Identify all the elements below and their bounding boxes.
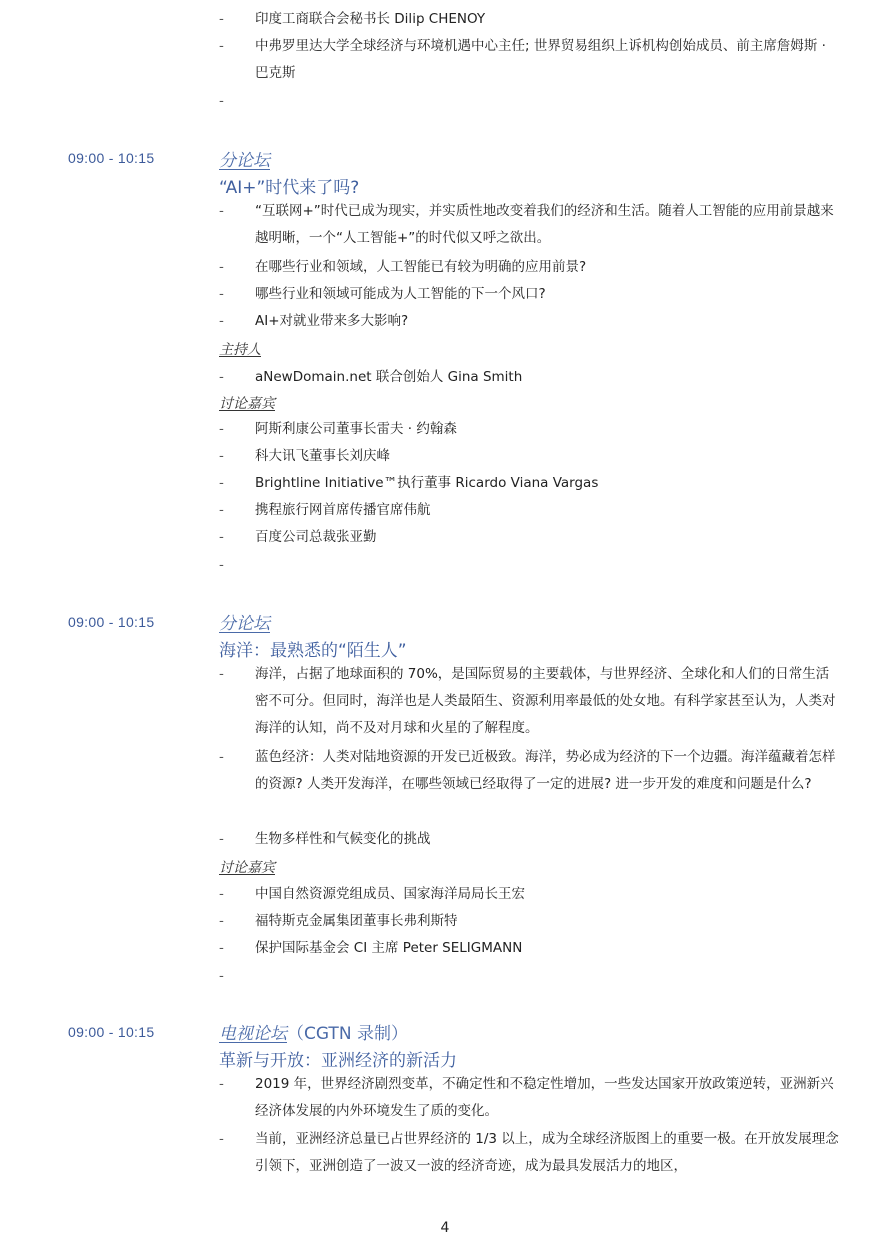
session-kind-suffix: （CGTN 录制） [287,1024,408,1044]
topic-item: - 2019 年，世界经济剧烈变革，不确定性和不稳定性增加，一些发达国家开放政策逆转，亚洲新兴经济体发展的内外环境发生了质的变化。 [219,1071,839,1125]
session-kind-name: 电视论坛 [219,1024,287,1044]
bullet-dash: - [219,203,224,219]
bullet-dash: - [219,1076,224,1092]
topic-item: - 当前，亚洲经济总量已占世界经济的 1/3 以上，成为全球经济版图上的重要一极。在开放发展理念引领下，亚洲创造了一波又一波的经济奇迹，成为最具发展活力的地区， [219,1126,839,1180]
session-kind: 分论坛 [219,151,270,171]
bullet-dash: - [219,940,224,956]
bullet-dash: - [219,1131,224,1147]
topic-item: - “互联网+”时代已成为现实，并实质性地改变着我们的经济和生活。随着人工智能的应用前景越来越明晰，一个“人工智能+”的时代似又呼之欲出。 [219,198,839,252]
topic-item: - 在哪些行业和领域，人工智能已有较为明确的应用前景? [219,254,839,281]
session-kind [219,1019,408,1044]
topic-item: - 生物多样性和气候变化的挑战 [219,826,839,853]
panelist-item: - 百度公司总裁张亚勤 [219,524,839,551]
topic-item: - 哪些行业和领域可能成为人工智能的下一个风口? [219,281,839,308]
bullet-dash: - [219,38,224,54]
bullet-dash: - [219,666,224,682]
bullet-dash: - [219,313,224,329]
panelist-item: - 保护国际基金会 CI 主席 Peter SELIGMANN [219,935,839,962]
panel-label: 讨论嘉宾 [219,396,275,412]
list-item: - 印度工商联合会秘书长 Dilip CHENOY [219,6,839,33]
bullet-dash: - [219,421,224,437]
session-kind: 分论坛 [219,614,270,634]
session-title: 海洋：最熟悉的“陌生人” [219,641,407,661]
bullet-dash: - [219,557,224,573]
bullet-dash: - [219,968,224,984]
panel-label: 讨论嘉宾 [219,860,275,876]
page-number: 4 [440,1220,450,1236]
bullet-dash: - [219,831,224,847]
list-item: - 中弗罗里达大学全球经济与环境机遇中心主任; 世界贸易组织上诉机构创始成员、前主席詹姆斯 · 巴克斯 [219,33,839,87]
bullet-dash: - [219,475,224,491]
bullet-dash: - [219,369,224,385]
bullet-dash: - [219,529,224,545]
session-time: 09:00 - 10:15 [68,614,155,630]
bullet-dash: - [219,502,224,518]
panelist-item: - 中国自然资源党组成员、国家海洋局局长王宏 [219,881,839,908]
panelist-item: - Brightline Initiative™执行董事 Ricardo Viana Vargas [219,470,839,497]
session-time: 09:00 - 10:15 [68,150,155,166]
panelist-item: - 携程旅行网首席传播官席伟航 [219,497,839,524]
session-title: “AI+”时代来了吗? [219,178,360,198]
moderator-item: - aNewDomain.net 联合创始人 Gina Smith [219,364,839,391]
topic-item: - 海洋，占据了地球面积的 70%，是国际贸易的主要载体，与世界经济、全球化和人们的日常生活密不可分。但同时，海洋也是人类最陌生、资源利用率最低的处女地。有科学家甚至认为，人类对海洋的认知，尚不及对月球和火星的了解程度。 [219,661,839,742]
moderator-label: 主持人 [219,342,261,358]
bullet-dash: - [219,93,224,109]
panelist-item: - 阿斯利康公司董事长雷夫 · 约翰森 [219,416,839,443]
panelist-item: - 科大讯飞董事长刘庆峰 [219,443,839,470]
bullet-dash: - [219,913,224,929]
bullet-dash: - [219,886,224,902]
bullet-dash: - [219,11,224,27]
topic-item: - 蓝色经济：人类对陆地资源的开发已近极致。海洋，势必成为经济的下一个边疆。海洋蕴藏着怎样的资源? 人类开发海洋，在哪些领域已经取得了一定的进展? 进一步开发的难度和问题是什么? [219,744,839,798]
session-title: 革新与开放：亚洲经济的新活力 [219,1051,457,1071]
topic-item: - AI+对就业带来多大影响? [219,308,839,335]
bullet-dash: - [219,259,224,275]
bullet-dash: - [219,749,224,765]
bullet-dash: - [219,448,224,464]
bullet-dash: - [219,286,224,302]
session-time: 09:00 - 10:15 [68,1024,155,1040]
panelist-item: - 福特斯克金属集团董事长弗利斯特 [219,908,839,935]
